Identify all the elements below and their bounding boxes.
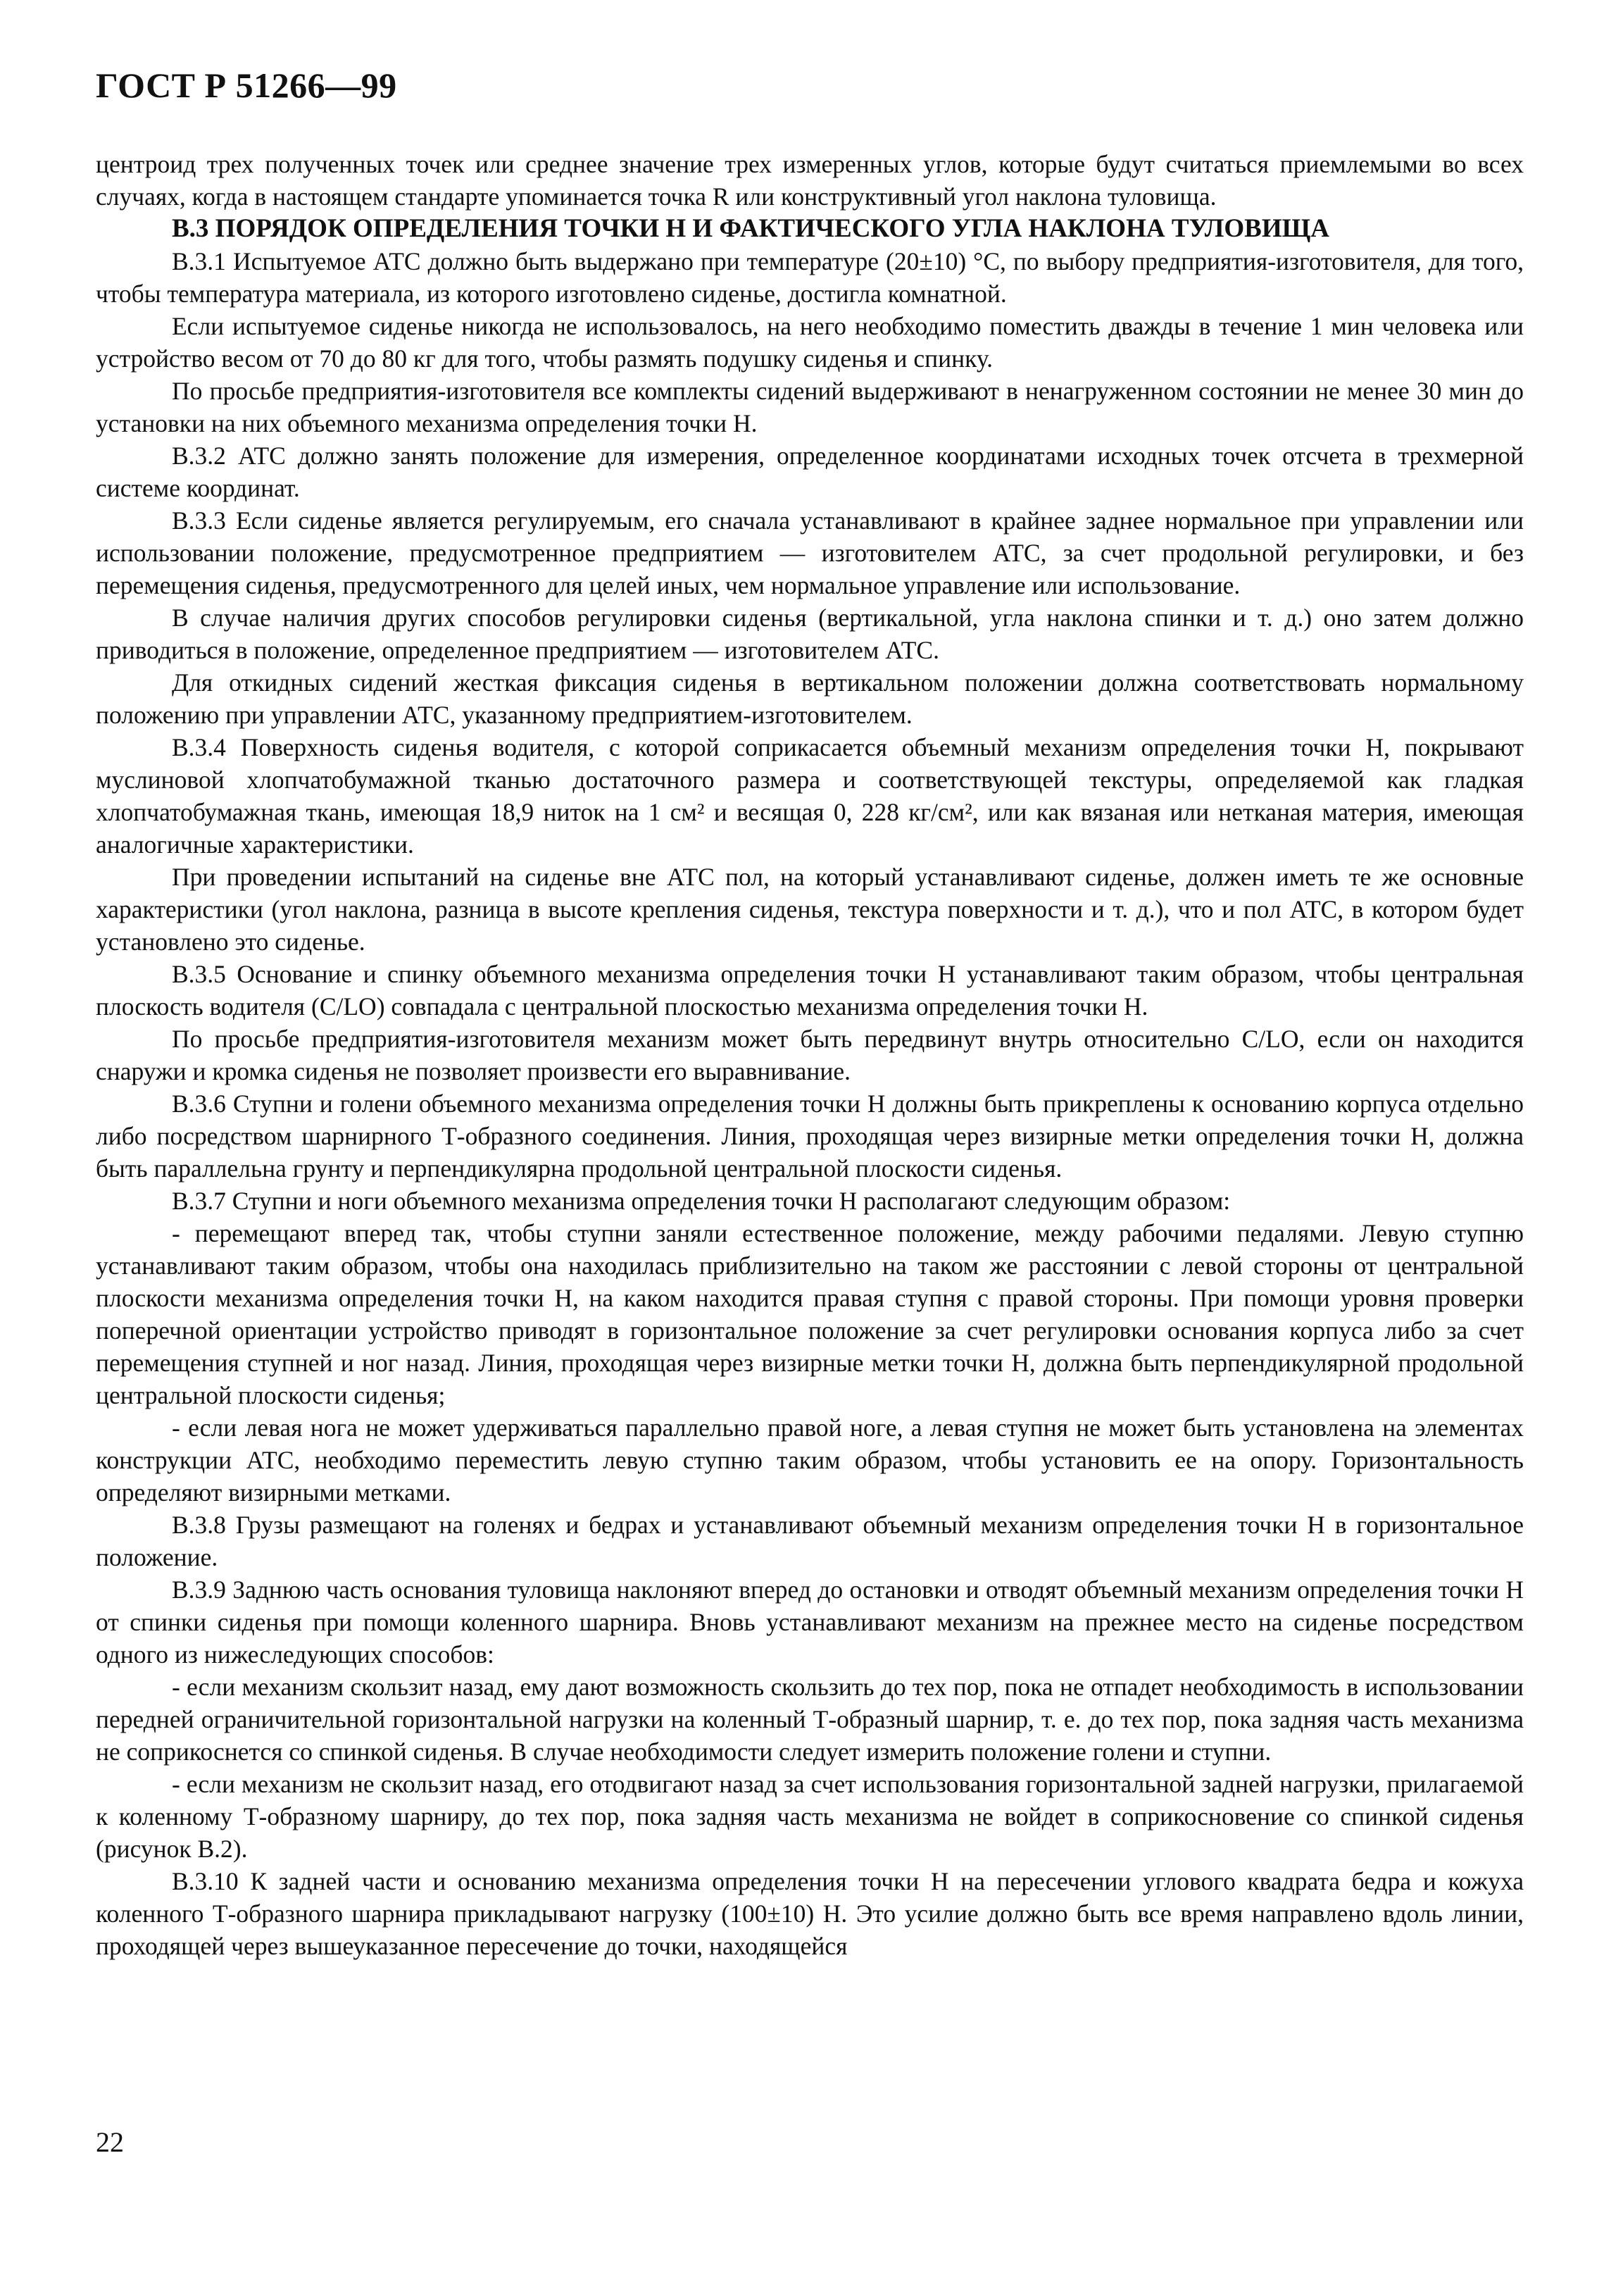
paragraph-b3-6: В.3.6 Ступни и голени объемного механизма определения точки H должны быть прикреплены к основанию корпуса отдельно либо посредством шарнирного Т-образного соединения. Линия, проходящая через визирные метки определения точки H, должна быть параллельна грунту и перпендикулярна продольной центральной плоскости сиденья. — [96, 1090, 1524, 1183]
paragraph-b3-2: В.3.2 АТС должно занять положение для измерения, определенное координатами исходных точек отсчета в трехмерной системе координат. — [96, 442, 1524, 502]
document-header: ГОСТ Р 51266—99 — [96, 65, 397, 105]
paragraph-b3-5: В.3.5 Основание и спинку объемного механизма определения точки H устанавливают таким образом, чтобы центральная плоскость водителя (C/LO) совпадала с центральной плоскостью механизма определения точки H. — [96, 960, 1524, 1021]
paragraph-b3-1: В.3.1 Испытуемое АТС должно быть выдержано при температуре (20±10) °С, по выбору предприятия-изготовителя, для того, чтобы температура материала, из которого изготовлено сиденье, достигла комнатной. — [96, 247, 1524, 308]
page-number: 22 — [96, 2126, 124, 2158]
paragraph: Для откидных сидений жесткая фиксация сиденья в вертикальном положении должна соответствовать нормальному положению при управлении АТС, указанному предприятием-изготовителем. — [96, 668, 1524, 729]
paragraph: В случае наличия других способов регулировки сиденья (вертикальной, угла наклона спинки и т. д.) оно затем должно приводиться в положение, определенное предприятием — изготовителем АТС. — [96, 604, 1524, 664]
list-item: - если левая нога не может удерживаться параллельно правой ноге, а левая ступня не может быть установлена на элементах конструкции АТС, необходимо переместить левую ступню таким образом, чтобы установить ее на опору. Горизонтальность определяют визирными метками. — [96, 1414, 1524, 1506]
list-item: - если механизм скользит назад, ему дают возможность скользить до тех пор, пока не отпадет необходимость в использовании передней ограничительной горизонтальной нагрузки на коленный Т-образный шарнир, т. е. до тех пор, пока задняя часть механизма не соприкоснется со спинкой сиденья. В случае необходимости следует измерить положение голени и ступни. — [96, 1673, 1524, 1766]
paragraph-b3-7: В.3.7 Ступни и ноги объемного механизма определения точки H располагают следующим образом: — [172, 1187, 1231, 1215]
paragraph-b3-8: В.3.8 Грузы размещают на голенях и бедрах и устанавливают объемный механизм определения точки H в горизонтальное положение. — [96, 1511, 1524, 1571]
list-item: - если механизм не скользит назад, его отодвигают назад за счет использования горизонтальной задней нагрузки, прилагаемой к коленному Т-образному шарниру, до тех пор, пока задняя часть механизма не войдет в соприкосновение со спинкой сиденья (рисунок В.2). — [96, 1770, 1524, 1863]
paragraph-b3-9: В.3.9 Заднюю часть основания туловища наклоняют вперед до остановки и отводят объемный механизм определения точки H от спинки сиденья при помощи коленного шарнира. Вновь устанавливают механизм на прежнее место на сиденье посредством одного из нижеследующих способов: — [96, 1576, 1524, 1668]
section-heading-b3: В.3 ПОРЯДОК ОПРЕДЕЛЕНИЯ ТОЧКИ H И ФАКТИЧЕСКОГО УГЛА НАКЛОНА ТУЛОВИЩА — [172, 214, 1329, 243]
paragraph: При проведении испытаний на сиденье вне АТС пол, на который устанавливают сиденье, должен иметь те же основные характеристики (угол наклона, разница в высоте крепления сиденья, текстура поверхности и т. д.), что и пол АТС, в котором будет установлено это сиденье. — [96, 863, 1524, 956]
paragraph-continuation: центроид трех полученных точек или среднее значение трех измеренных углов, которые будут считаться приемлемыми во всех случаях, когда в настоящем стандарте упоминается точка R или конструктивный угол наклона туловища. — [96, 150, 1524, 211]
paragraph: По просьбе предприятия-изготовителя все комплекты сидений выдерживают в ненагруженном состоянии не менее 30 мин до установки на них объемного механизма определения точки H. — [96, 377, 1524, 437]
paragraph: Если испытуемое сиденье никогда не использовалось, на него необходимо поместить дважды в течение 1 мин человека или устройство весом от 70 до 80 кг для того, чтобы размять подушку сиденья и спинку. — [96, 312, 1524, 373]
document-body — [96, 148, 1524, 1962]
paragraph-b3-3: В.3.3 Если сиденье является регулируемым, его сначала устанавливают в крайнее заднее нормальное при управлении или использовании положение, предусмотренное предприятием — изготовителем АТС, за счет продольной регулировки, и без перемещения сиденья, предусмотренного для целей иных, чем нормальное управление или использование. — [96, 506, 1524, 599]
list-item: - перемещают вперед так, чтобы ступни заняли естественное положение, между рабочими педалями. Левую ступню устанавливают таким образом, чтобы она находилась приблизительно на таком же расстоянии с левой стороны от центральной плоскости механизма определения точки H, на каком находится правая ступня с правой стороны. При помощи уровня проверки поперечной ориентации устройство приводят в горизонтальное положение за счет регулировки основания корпуса либо за счет перемещения ступней и ног назад. Линия, проходящая через визирные метки точки H, должна быть перпендикулярной продольной центральной плоскости сиденья; — [96, 1219, 1524, 1409]
paragraph-b3-4: В.3.4 Поверхность сиденья водителя, с которой соприкасается объемный механизм определения точки Н, покрывают муслиновой хлопчатобумажной тканью достаточного размера и соответствующей текстуры, определяемой как гладкая хлопчатобумажная ткань, имеющая 18,9 ниток на 1 см² и весящая 0, 228 кг/см², или как вязаная или нетканая материя, имеющая аналогичные характеристики. — [96, 733, 1524, 859]
paragraph: По просьбе предприятия-изготовителя механизм может быть передвинут внутрь относительно C/LO, если он находится снаружи и кромка сиденья не позволяет произвести его выравнивание. — [96, 1025, 1524, 1085]
paragraph-b3-10: В.3.10 К задней части и основанию механизма определения точки H на пересечении углового квадрата бедра и кожуха коленного Т-образного шарнира прикладывают нагрузку (100±10) Н. Это усилие должно быть все время направлено вдоль линии, проходящей через вышеуказанное пересечение до точки, находящейся — [96, 1867, 1524, 1960]
